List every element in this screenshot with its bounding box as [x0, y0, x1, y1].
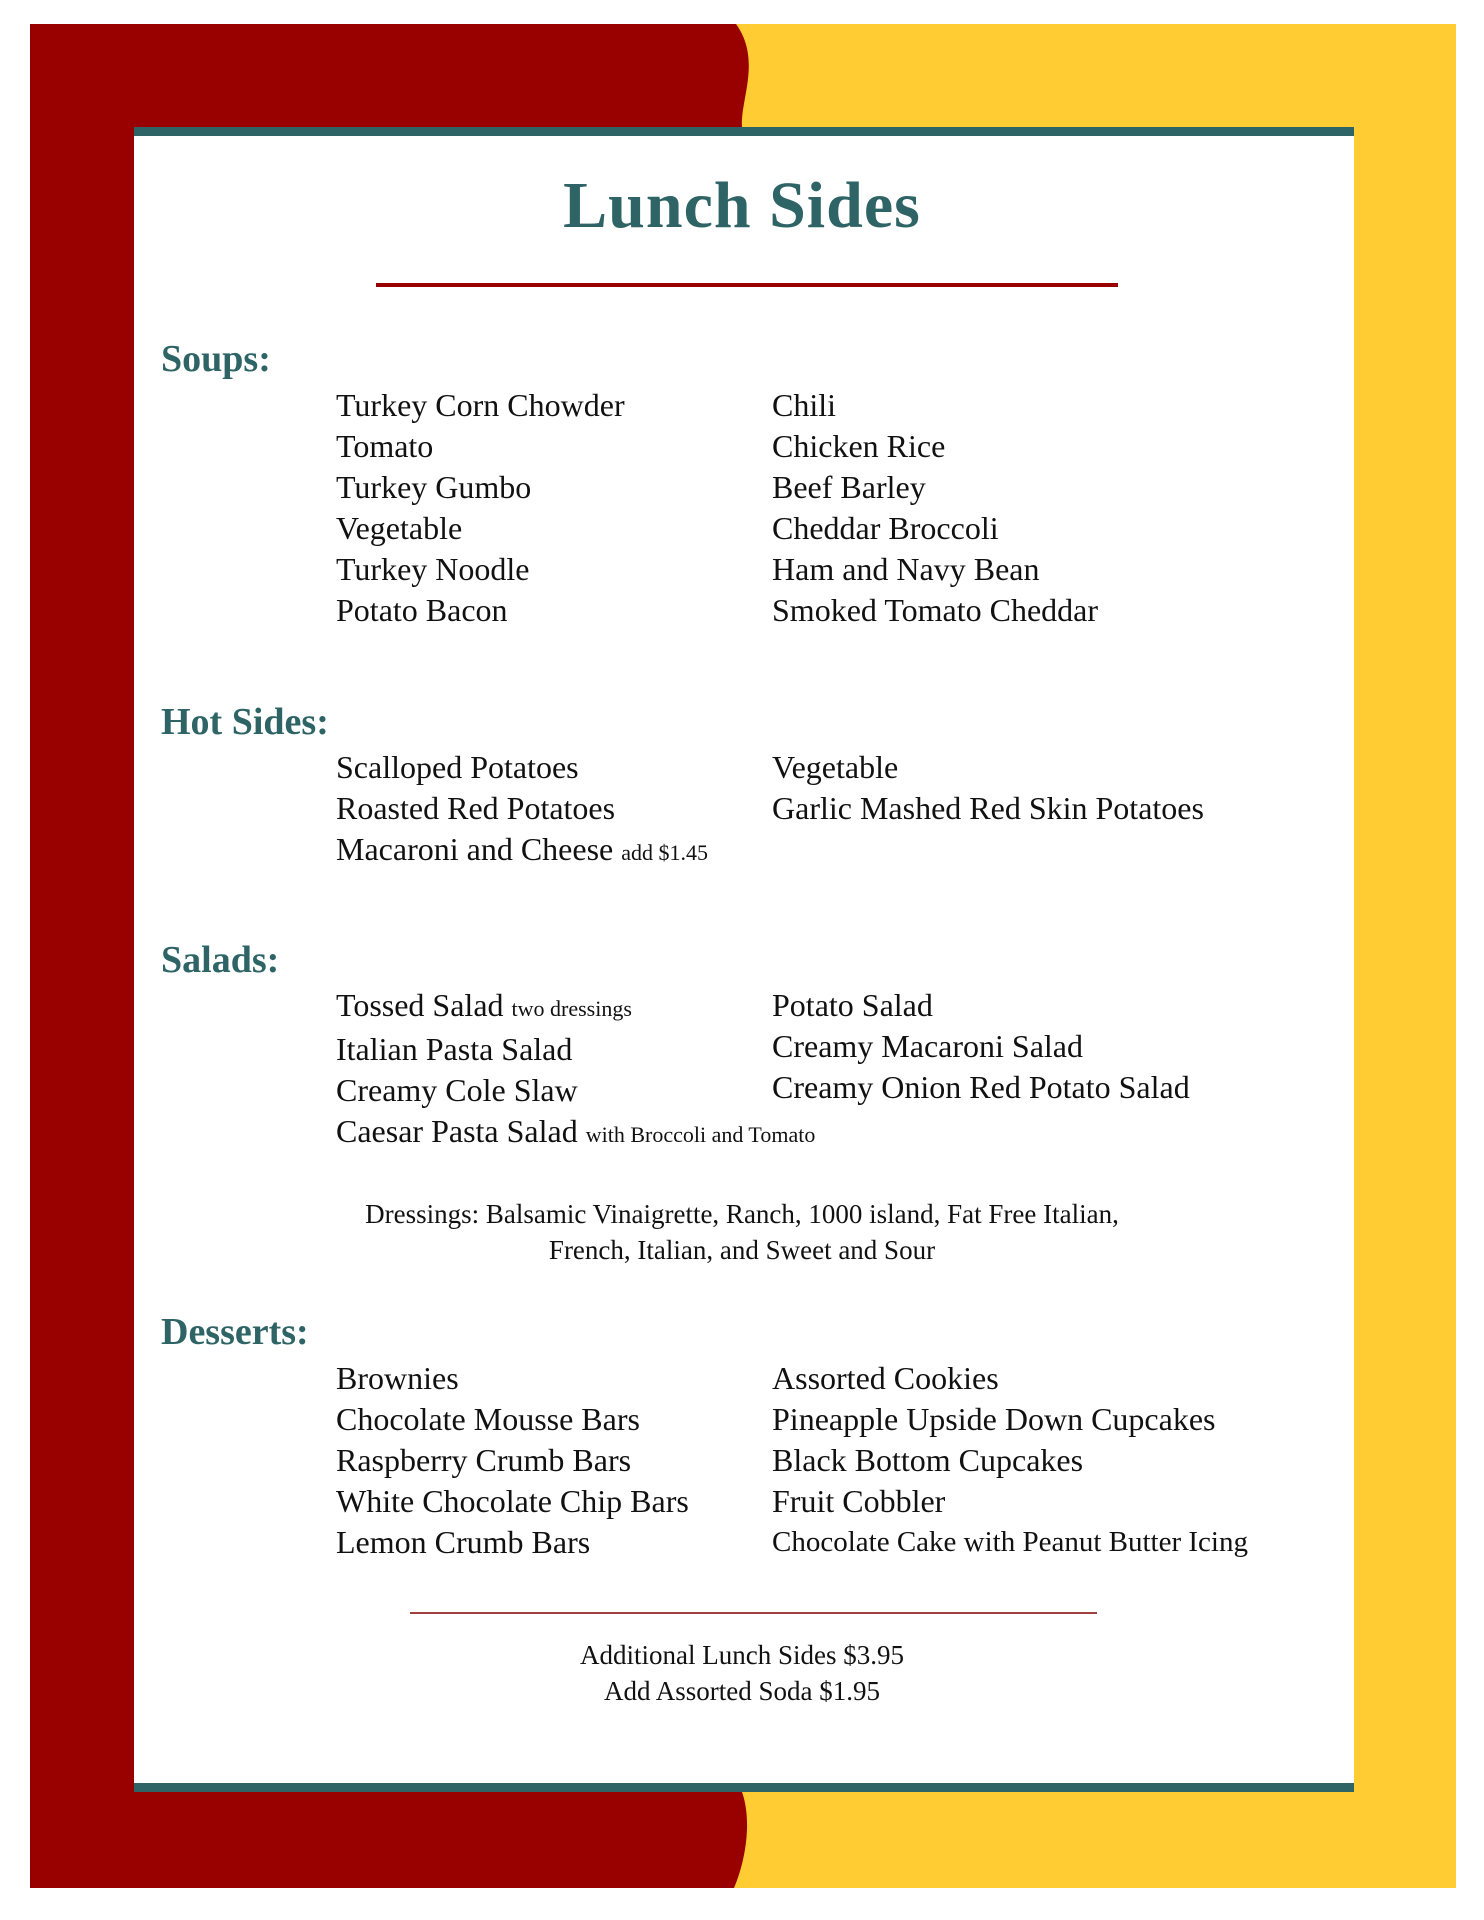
hot-sides-right-list [772, 747, 1204, 829]
item-name: Caesar Pasta Salad [336, 1113, 578, 1149]
list-item: Smoked Tomato Cheddar [772, 592, 1099, 628]
list-item: Chocolate Mousse Bars [336, 1401, 640, 1437]
list-item: Garlic Mashed Red Skin Potatoes [772, 790, 1204, 826]
salads-heading: Salads: [161, 939, 280, 981]
list-item: Vegetable [772, 749, 899, 785]
footer-line-2: Add Assorted Soda $1.95 [604, 1676, 880, 1706]
list-item [336, 829, 708, 873]
list-item: Black Bottom Cupcakes [772, 1442, 1084, 1478]
list-item: Scalloped Potatoes [336, 749, 579, 785]
desserts-heading: Desserts: [161, 1311, 309, 1353]
list-item: Brownies [336, 1360, 459, 1396]
list-item: Roasted Red Potatoes [336, 790, 616, 826]
dressings-line-2: French, Italian, and Sweet and Sour [548, 1235, 936, 1265]
list-item: White Chocolate Chip Bars [336, 1483, 689, 1519]
desserts-left-list [336, 1358, 689, 1563]
hot-sides-heading: Hot Sides: [161, 701, 329, 743]
list-item: Turkey Corn Chowder [336, 387, 625, 423]
list-item: Creamy Onion Red Potato Salad [772, 1069, 1190, 1105]
list-item: Raspberry Crumb Bars [336, 1442, 632, 1478]
panel-top-edge [134, 127, 1354, 136]
dressings-line-1: Dressings: Balsamic Vinaigrette, Ranch, 1000 island, Fat Free Italian, [365, 1199, 1119, 1229]
item-name: Macaroni and Cheese [336, 831, 614, 867]
list-item: Chili [772, 387, 837, 423]
list-item: Chicken Rice [772, 428, 946, 464]
list-item: Turkey Noodle [336, 551, 530, 587]
page-title: Lunch Sides [563, 169, 921, 242]
list-item: Potato Salad [772, 987, 933, 1023]
list-item: Pineapple Upside Down Cupcakes [772, 1401, 1216, 1437]
list-item: Potato Bacon [336, 592, 508, 628]
list-item [336, 1111, 815, 1155]
list-item [336, 985, 815, 1029]
list-item: Chocolate Cake with Peanut Butter Icing [772, 1526, 1248, 1558]
salads-right-list [772, 985, 1190, 1108]
title-divider [376, 283, 1118, 287]
salads-left-list [336, 985, 815, 1155]
item-note: with Broccoli and Tomato [585, 1122, 816, 1147]
list-item: Ham and Navy Bean [772, 551, 1040, 587]
list-item: Turkey Gumbo [336, 469, 532, 505]
item-name: Tossed Salad [336, 987, 504, 1023]
item-price-note: add $1.45 [621, 840, 708, 865]
list-item: Beef Barley [772, 469, 926, 505]
list-item: Creamy Cole Slaw [336, 1072, 578, 1108]
list-item: Creamy Macaroni Salad [772, 1028, 1083, 1064]
footer-line-1: Additional Lunch Sides $3.95 [580, 1640, 904, 1670]
desserts-right-list [772, 1358, 1248, 1563]
list-item: Fruit Cobbler [772, 1483, 946, 1519]
soups-left-list [336, 385, 625, 631]
hot-sides-left-list [336, 747, 708, 873]
list-item: Vegetable [336, 510, 463, 546]
list-item: Lemon Crumb Bars [336, 1524, 591, 1560]
list-item: Assorted Cookies [772, 1360, 999, 1396]
footer-divider [410, 1612, 1097, 1614]
soups-heading: Soups: [161, 338, 271, 380]
list-item: Italian Pasta Salad [336, 1031, 573, 1067]
panel-bottom-edge [134, 1783, 1354, 1792]
soups-right-list [772, 385, 1098, 631]
item-note: two dressings [511, 996, 632, 1021]
list-item: Cheddar Broccoli [772, 510, 999, 546]
list-item: Tomato [336, 428, 434, 464]
